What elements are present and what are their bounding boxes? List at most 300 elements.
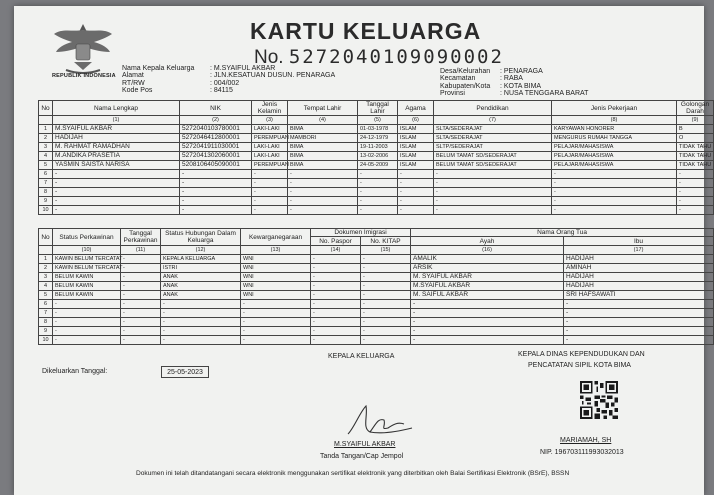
- table-cell: HADIJAH: [53, 134, 180, 143]
- household-meta-left: [122, 65, 335, 95]
- table-cell: O: [677, 134, 714, 143]
- emblem-label: REPUBLIK INDONESIA: [52, 73, 116, 79]
- meta-value: : RABA: [500, 75, 523, 83]
- table-cell: BELUM TAMAT SD/SEDERAJAT: [434, 161, 552, 170]
- table-cell: -: [564, 318, 714, 327]
- meta-key: Provinsi: [440, 90, 465, 98]
- meta-value: : KOTA BIMA: [500, 82, 542, 90]
- table-cell: M. SAIFUL AKBAR: [411, 291, 564, 300]
- table-cell: -: [311, 327, 361, 336]
- table-cell: ISLAM: [398, 125, 434, 134]
- table-cell: BELUM KAWIN: [53, 282, 121, 291]
- table-cell: -: [53, 188, 180, 197]
- table-cell: MENGURUS RUMAH TANGGA: [552, 134, 677, 143]
- table-cell: -: [311, 282, 361, 291]
- signature-icon: [340, 398, 420, 442]
- table-cell: -: [161, 300, 241, 309]
- table-row: [39, 170, 714, 179]
- column-header: Ibu: [564, 237, 714, 246]
- table-cell: BELUM KAWIN: [53, 273, 121, 282]
- table-cell: -: [398, 179, 434, 188]
- table-cell: -: [53, 179, 180, 188]
- table-cell: LAKI-LAKI: [252, 143, 288, 152]
- family-members-table: [38, 100, 714, 215]
- table-cell: -: [361, 282, 411, 291]
- table-cell: 3: [39, 273, 53, 282]
- table-row: [39, 152, 714, 161]
- agency-head-label-1: KEPALA DINAS KEPENDUDUKAN DAN: [518, 351, 645, 358]
- table-cell: -: [411, 318, 564, 327]
- table-row: [39, 206, 714, 215]
- disclaimer-text: Dokumen ini telah ditandatangani secara elektronik menggunakan sertifikat elektronik yang diterbitkan oleh Balai Sertifikasi Elektronik (BSrE), BSSN: [136, 470, 570, 477]
- table-cell: -: [121, 255, 161, 264]
- table-cell: -: [358, 197, 398, 206]
- column-header: Agama: [398, 101, 434, 116]
- qr-code-icon: [580, 380, 618, 420]
- table-cell: KARYAWAN HONORER: [552, 125, 677, 134]
- column-index: (16): [411, 246, 564, 255]
- table-cell: -: [311, 336, 361, 345]
- meta-row: [122, 72, 335, 79]
- table-cell: -: [552, 179, 677, 188]
- table-row: [39, 309, 714, 318]
- table-cell: -: [361, 264, 411, 273]
- table-cell: -: [361, 327, 411, 336]
- card-number-value: 5272040109090002: [288, 46, 504, 68]
- table-cell: M. RAHMAT RAMADHAN: [53, 143, 180, 152]
- table-cell: -: [358, 188, 398, 197]
- table-cell: 3: [39, 143, 53, 152]
- table-cell: -: [252, 188, 288, 197]
- table-cell: 5: [39, 291, 53, 300]
- table-cell: BIMA: [288, 152, 358, 161]
- table-cell: -: [434, 170, 552, 179]
- meta-row: [440, 75, 588, 82]
- table-cell: 1: [39, 125, 53, 134]
- column-header: No: [39, 101, 53, 116]
- table-cell: -: [288, 197, 358, 206]
- table-cell: BELUM TAMAT SD/SEDERAJAT: [434, 152, 552, 161]
- table-cell: -: [361, 336, 411, 345]
- table-cell: -: [677, 206, 714, 215]
- table-row: [39, 255, 714, 264]
- table-cell: KAWIN BELUM TERCATAT: [53, 255, 121, 264]
- card-number-label: No.: [254, 47, 284, 68]
- table-cell: AMINAH: [564, 264, 714, 273]
- meta-row: [122, 80, 335, 87]
- meta-key: RT/RW: [122, 79, 145, 87]
- table-cell: PEREMPUAN: [252, 134, 288, 143]
- table-cell: -: [677, 197, 714, 206]
- column-header: Ayah: [411, 237, 564, 246]
- table-cell: BIMA: [288, 143, 358, 152]
- table-cell: -: [161, 327, 241, 336]
- table-cell: -: [677, 179, 714, 188]
- meta-row: [440, 90, 588, 97]
- issued-date: 25-05-2023: [161, 366, 209, 378]
- column-index: (12): [161, 246, 241, 255]
- table-cell: 5272041302060001: [180, 152, 252, 161]
- column-index: (15): [361, 246, 411, 255]
- document-title: KARTU KELUARGA: [250, 18, 482, 44]
- column-index: (1): [53, 116, 180, 125]
- table-cell: -: [121, 327, 161, 336]
- table-cell: KEPALA KELUARGA: [161, 255, 241, 264]
- table-cell: ISTRI: [161, 264, 241, 273]
- table-cell: HADIJAH: [564, 282, 714, 291]
- table-cell: -: [53, 300, 121, 309]
- table-row: [39, 282, 714, 291]
- column-header: No: [39, 229, 53, 246]
- family-status-table: [38, 228, 714, 345]
- issued-label: Dikeluarkan Tanggal:: [42, 368, 108, 375]
- table-cell: MAMBORI: [288, 134, 358, 143]
- table-cell: ANAK: [161, 273, 241, 282]
- column-index-row: [39, 116, 714, 125]
- table-cell: -: [677, 170, 714, 179]
- table-cell: WNI: [241, 291, 311, 300]
- table-cell: -: [361, 300, 411, 309]
- meta-row: [440, 68, 588, 75]
- table-cell: -: [411, 336, 564, 345]
- table-cell: -: [241, 300, 311, 309]
- meta-key: Nama Kepala Keluarga: [122, 65, 195, 72]
- meta-key: Kecamatan: [440, 75, 476, 83]
- table-cell: BIMA: [288, 125, 358, 134]
- table-cell: -: [552, 197, 677, 206]
- table-cell: -: [121, 336, 161, 345]
- table-row: [39, 188, 714, 197]
- meta-value: : M.SYAIFUL AKBAR: [210, 65, 276, 72]
- table-cell: -: [434, 206, 552, 215]
- table-cell: -: [121, 264, 161, 273]
- table-cell: ARSIK: [411, 264, 564, 273]
- table-cell: TIDAK TAHU: [677, 161, 714, 170]
- column-header: Golongan Darah: [677, 101, 714, 116]
- table-cell: -: [121, 309, 161, 318]
- meta-value: : JLN.KESATUAN DUSUN. PENARAGA: [210, 72, 336, 80]
- table-cell: 7: [39, 179, 53, 188]
- table-cell: -: [411, 309, 564, 318]
- table-cell: -: [252, 206, 288, 215]
- table-cell: LAKI-LAKI: [252, 152, 288, 161]
- table-cell: ISLAM: [398, 134, 434, 143]
- table-cell: -: [53, 309, 121, 318]
- table-cell: -: [53, 318, 121, 327]
- column-header: NIK: [180, 101, 252, 116]
- table-cell: -: [434, 179, 552, 188]
- table-cell: 2: [39, 134, 53, 143]
- meta-row: [440, 83, 588, 90]
- table-cell: BELUM KAWIN: [53, 291, 121, 300]
- household-meta-right: [440, 68, 588, 98]
- table-cell: 5272041911030001: [180, 143, 252, 152]
- table-cell: -: [398, 206, 434, 215]
- table-cell: -: [398, 197, 434, 206]
- table-cell: -: [411, 327, 564, 336]
- table-cell: -: [398, 170, 434, 179]
- table-cell: -: [53, 197, 180, 206]
- table-cell: 7: [39, 309, 53, 318]
- column-header: Tanggal Perkawinan: [121, 229, 161, 246]
- table-header-row: [39, 229, 714, 237]
- family-card-document: [14, 6, 712, 495]
- table-row: [39, 336, 714, 345]
- column-index: (10): [53, 246, 121, 255]
- table-cell: -: [53, 170, 180, 179]
- table-cell: PEREMPUAN: [252, 161, 288, 170]
- table-cell: 6: [39, 170, 53, 179]
- meta-key: Kabupaten/Kota: [440, 82, 491, 90]
- table-cell: -: [180, 197, 252, 206]
- table-cell: HADIJAH: [564, 255, 714, 264]
- table-cell: WNI: [241, 255, 311, 264]
- table-cell: -: [361, 291, 411, 300]
- table-cell: LAKI-LAKI: [252, 125, 288, 134]
- table-cell: -: [564, 300, 714, 309]
- table-cell: -: [121, 282, 161, 291]
- table-cell: -: [241, 327, 311, 336]
- agency-head-label-2: PENCATATAN SIPIL KOTA BIMA: [528, 362, 631, 369]
- table-cell: -: [677, 188, 714, 197]
- table-cell: -: [358, 170, 398, 179]
- table-cell: 6: [39, 300, 53, 309]
- meta-row: [122, 65, 335, 72]
- column-header: Dokumen Imigrasi: [311, 229, 411, 237]
- table-cell: HADIJAH: [564, 273, 714, 282]
- table-cell: 01-03-1978: [358, 125, 398, 134]
- table-row: [39, 318, 714, 327]
- table-cell: -: [53, 327, 121, 336]
- agency-head-nip: NIP. 196703111993032013: [540, 449, 624, 456]
- table-cell: -: [311, 309, 361, 318]
- table-cell: -: [564, 336, 714, 345]
- table-cell: -: [311, 300, 361, 309]
- table-cell: 8: [39, 318, 53, 327]
- table-cell: 5: [39, 161, 53, 170]
- table-cell: -: [161, 309, 241, 318]
- table-cell: -: [564, 309, 714, 318]
- table-cell: PELAJAR/MAHASISWA: [552, 143, 677, 152]
- table-cell: -: [552, 206, 677, 215]
- table-header-row: [39, 101, 714, 116]
- table-cell: -: [311, 291, 361, 300]
- column-index: (9): [677, 116, 714, 125]
- table-row: [39, 300, 714, 309]
- table-cell: -: [252, 197, 288, 206]
- table-cell: -: [53, 206, 180, 215]
- table-cell: -: [288, 206, 358, 215]
- table-cell: -: [180, 179, 252, 188]
- table-cell: -: [311, 318, 361, 327]
- table-cell: -: [552, 170, 677, 179]
- column-index: [39, 246, 53, 255]
- table-cell: -: [121, 291, 161, 300]
- table-row: [39, 143, 714, 152]
- table-cell: 4: [39, 282, 53, 291]
- table-cell: -: [161, 318, 241, 327]
- meta-row: [122, 87, 335, 94]
- table-row: [39, 264, 714, 273]
- table-cell: 24-05-2009: [358, 161, 398, 170]
- table-cell: -: [180, 188, 252, 197]
- table-cell: PELAJAR/MAHASISWA: [552, 152, 677, 161]
- table-cell: -: [241, 309, 311, 318]
- table-cell: -: [180, 170, 252, 179]
- table-row: [39, 197, 714, 206]
- table-cell: -: [564, 327, 714, 336]
- table-cell: -: [252, 170, 288, 179]
- table-cell: -: [434, 188, 552, 197]
- head-of-family-label: KEPALA KELUARGA: [328, 353, 395, 360]
- garuda-emblem-icon: [52, 20, 114, 76]
- column-index: [39, 116, 53, 125]
- meta-key: Desa/Kelurahan: [440, 68, 491, 75]
- column-header: Jenis Kelamin: [252, 101, 288, 116]
- meta-key: Kode Pos: [122, 87, 153, 95]
- table-row: [39, 327, 714, 336]
- meta-value: : PENARAGA: [500, 68, 543, 75]
- table-row: [39, 125, 714, 134]
- signature-label: Tanda Tangan/Cap Jempol: [320, 453, 404, 460]
- table-cell: 1: [39, 255, 53, 264]
- table-cell: -: [358, 206, 398, 215]
- family-status-body: [39, 255, 714, 345]
- meta-value: : 84115: [210, 87, 233, 95]
- table-cell: YASMIN SAISTA NARISA: [53, 161, 180, 170]
- table-cell: M.ANDIKA PRASETIA: [53, 152, 180, 161]
- table-row: [39, 179, 714, 188]
- table-cell: -: [361, 255, 411, 264]
- column-index-row: [39, 246, 714, 255]
- table-cell: ANAK: [161, 282, 241, 291]
- table-cell: 9: [39, 327, 53, 336]
- column-index: (14): [311, 246, 361, 255]
- table-cell: WNI: [241, 273, 311, 282]
- table-cell: 8: [39, 188, 53, 197]
- table-cell: -: [252, 179, 288, 188]
- table-cell: -: [121, 318, 161, 327]
- column-index: (5): [358, 116, 398, 125]
- table-cell: WNI: [241, 264, 311, 273]
- table-cell: -: [361, 273, 411, 282]
- table-cell: -: [552, 188, 677, 197]
- table-cell: -: [398, 188, 434, 197]
- table-cell: SLTA/SEDERAJAT: [434, 125, 552, 134]
- head-of-family-name: M.SYAIFUL AKBAR: [334, 441, 396, 448]
- table-cell: -: [161, 336, 241, 345]
- table-cell: 5208106405090001: [180, 161, 252, 170]
- table-cell: -: [311, 255, 361, 264]
- table-cell: TIDAK TAHU: [677, 143, 714, 152]
- table-cell: ISLAM: [398, 143, 434, 152]
- table-cell: -: [434, 197, 552, 206]
- table-cell: 13-02-2006: [358, 152, 398, 161]
- table-cell: -: [288, 170, 358, 179]
- table-cell: 2: [39, 264, 53, 273]
- table-cell: -: [358, 179, 398, 188]
- table-cell: -: [288, 179, 358, 188]
- column-index: (11): [121, 246, 161, 255]
- column-index: (4): [288, 116, 358, 125]
- column-header: Status Perkawinan: [53, 229, 121, 246]
- column-index: (3): [252, 116, 288, 125]
- column-header: Nama Lengkap: [53, 101, 180, 116]
- column-header: Status Hubungan Dalam Keluarga: [161, 229, 241, 246]
- table-cell: B: [677, 125, 714, 134]
- meta-value: : NUSA TENGGARA BARAT: [500, 90, 589, 98]
- table-cell: M.SYAIFUL AKBAR: [53, 125, 180, 134]
- table-cell: 5272046412800001: [180, 134, 252, 143]
- table-cell: PELAJAR/MAHASISWA: [552, 161, 677, 170]
- table-cell: KAWIN BELUM TERCATAT: [53, 264, 121, 273]
- table-cell: -: [288, 188, 358, 197]
- table-cell: -: [311, 264, 361, 273]
- table-cell: -: [121, 273, 161, 282]
- column-index: (17): [564, 246, 714, 255]
- column-header: No. Paspor: [311, 237, 361, 246]
- table-row: [39, 161, 714, 170]
- table-cell: 5272040103780001: [180, 125, 252, 134]
- table-cell: 10: [39, 336, 53, 345]
- table-cell: M.SYAIFUL AKBAR: [411, 282, 564, 291]
- table-cell: -: [121, 300, 161, 309]
- table-cell: 24-12-1979: [358, 134, 398, 143]
- table-cell: 4: [39, 152, 53, 161]
- table-row: [39, 273, 714, 282]
- column-header: Nama Orang Tua: [411, 229, 714, 237]
- table-row: [39, 291, 714, 300]
- family-members-body: [39, 125, 714, 215]
- table-cell: M. SYAIFUL AKBAR: [411, 273, 564, 282]
- table-cell: -: [361, 309, 411, 318]
- column-header: Pendidikan: [434, 101, 552, 116]
- table-cell: BIMA: [288, 161, 358, 170]
- column-index: (7): [434, 116, 552, 125]
- table-cell: ISLAM: [398, 161, 434, 170]
- column-header: Jenis Pekerjaan: [552, 101, 677, 116]
- table-cell: -: [241, 318, 311, 327]
- table-cell: SLTP/SEDERAJAT: [434, 143, 552, 152]
- meta-value: : 004/002: [210, 79, 240, 87]
- table-cell: ISLAM: [398, 152, 434, 161]
- table-row: [39, 134, 714, 143]
- table-cell: -: [241, 336, 311, 345]
- table-cell: TIDAK TAHU: [677, 152, 714, 161]
- column-index: (8): [552, 116, 677, 125]
- table-cell: -: [411, 300, 564, 309]
- agency-head-name: MARIAMAH, SH: [560, 437, 612, 444]
- table-cell: -: [311, 273, 361, 282]
- table-cell: -: [361, 318, 411, 327]
- table-cell: SLTA/SEDERAJAT: [434, 134, 552, 143]
- column-header: Tempat Lahir: [288, 101, 358, 116]
- table-cell: WNI: [241, 282, 311, 291]
- table-cell: 10: [39, 206, 53, 215]
- column-header: Tanggal Lahir: [358, 101, 398, 116]
- table-cell: ANAK: [161, 291, 241, 300]
- table-cell: AMALIK: [411, 255, 564, 264]
- table-cell: -: [180, 206, 252, 215]
- table-cell: 19-11-2003: [358, 143, 398, 152]
- column-index: (2): [180, 116, 252, 125]
- meta-key: Alamat: [122, 72, 144, 80]
- table-cell: -: [53, 336, 121, 345]
- table-cell: 9: [39, 197, 53, 206]
- column-header: Kewarganegaraan: [241, 229, 311, 246]
- column-index: (6): [398, 116, 434, 125]
- column-header: No. KITAP: [361, 237, 411, 246]
